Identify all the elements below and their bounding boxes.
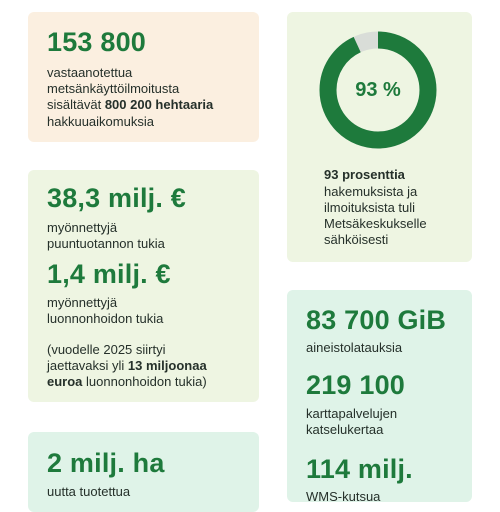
carryover-note-line3-suffix: luonnonhoidon tukia) xyxy=(82,374,207,389)
donut-percent-label: 93 % xyxy=(355,78,401,101)
submissions-line2: ilmoituksista tuli xyxy=(324,200,416,215)
produced-area-line1: uutta tuotettua xyxy=(47,484,131,499)
notifications-text-line3-prefix: sisältävät xyxy=(47,97,105,112)
carryover-amount-highlight: 13 miljoonaa xyxy=(127,358,207,373)
hectares-highlight: 800 200 hehtaaria xyxy=(104,97,214,112)
submissions-line3: Metsäkeskukselle xyxy=(324,216,427,231)
stat-card-forest-use-notifications xyxy=(28,12,259,142)
notifications-text-line1: vastaanotettua xyxy=(47,65,133,80)
map-views-line2: katselukertaa xyxy=(306,422,384,437)
stat-card-subsidies xyxy=(28,170,259,402)
carryover-note-line3 xyxy=(47,373,207,390)
submissions-line4: sähköisesti xyxy=(324,232,389,247)
nature-subsidies-line1: myönnettyjä xyxy=(47,295,118,310)
carryover-note-line2-prefix: jaettavaksi yli xyxy=(47,358,128,373)
timber-subsidies-line2: puuntuotannon tukia xyxy=(47,236,165,251)
carryover-note-line2 xyxy=(47,357,207,374)
carryover-euro-highlight: euroa xyxy=(47,374,83,389)
notifications-text-line4: hakkuuaikomuksia xyxy=(47,114,154,129)
carryover-note-line1: (vuodelle 2025 siirtyi xyxy=(47,342,166,357)
downloads-label: aineistolatauksia xyxy=(306,340,403,355)
wms-calls-label: WMS-kutsua xyxy=(306,489,381,504)
nature-subsidies-amount: 1,4 milj. € xyxy=(47,259,171,289)
notifications-text-line3 xyxy=(47,96,213,113)
notifications-count: 153 800 xyxy=(47,27,146,57)
nature-subsidies-line2: luonnonhoidon tukia xyxy=(47,311,164,326)
donut-chart xyxy=(318,30,438,150)
map-views-line1: karttapalvelujen xyxy=(306,406,398,421)
timber-subsidies-line1: myönnettyjä xyxy=(47,220,118,235)
downloads-amount: 83 700 GiB xyxy=(306,305,447,335)
submissions-bold-text: 93 prosenttia xyxy=(324,167,405,182)
notifications-text-line2: metsänkäyttöilmoitusta xyxy=(47,81,180,96)
submissions-line1: hakemuksista ja xyxy=(324,184,418,199)
wms-calls-count: 114 milj. xyxy=(306,454,413,484)
stat-card-produced-area xyxy=(28,432,259,512)
produced-area-amount: 2 milj. ha xyxy=(47,448,165,478)
submissions-bold xyxy=(324,166,405,183)
stat-card-data-services xyxy=(287,290,472,502)
map-views-count: 219 100 xyxy=(306,370,405,400)
timber-subsidies-amount: 38,3 milj. € xyxy=(47,183,186,213)
